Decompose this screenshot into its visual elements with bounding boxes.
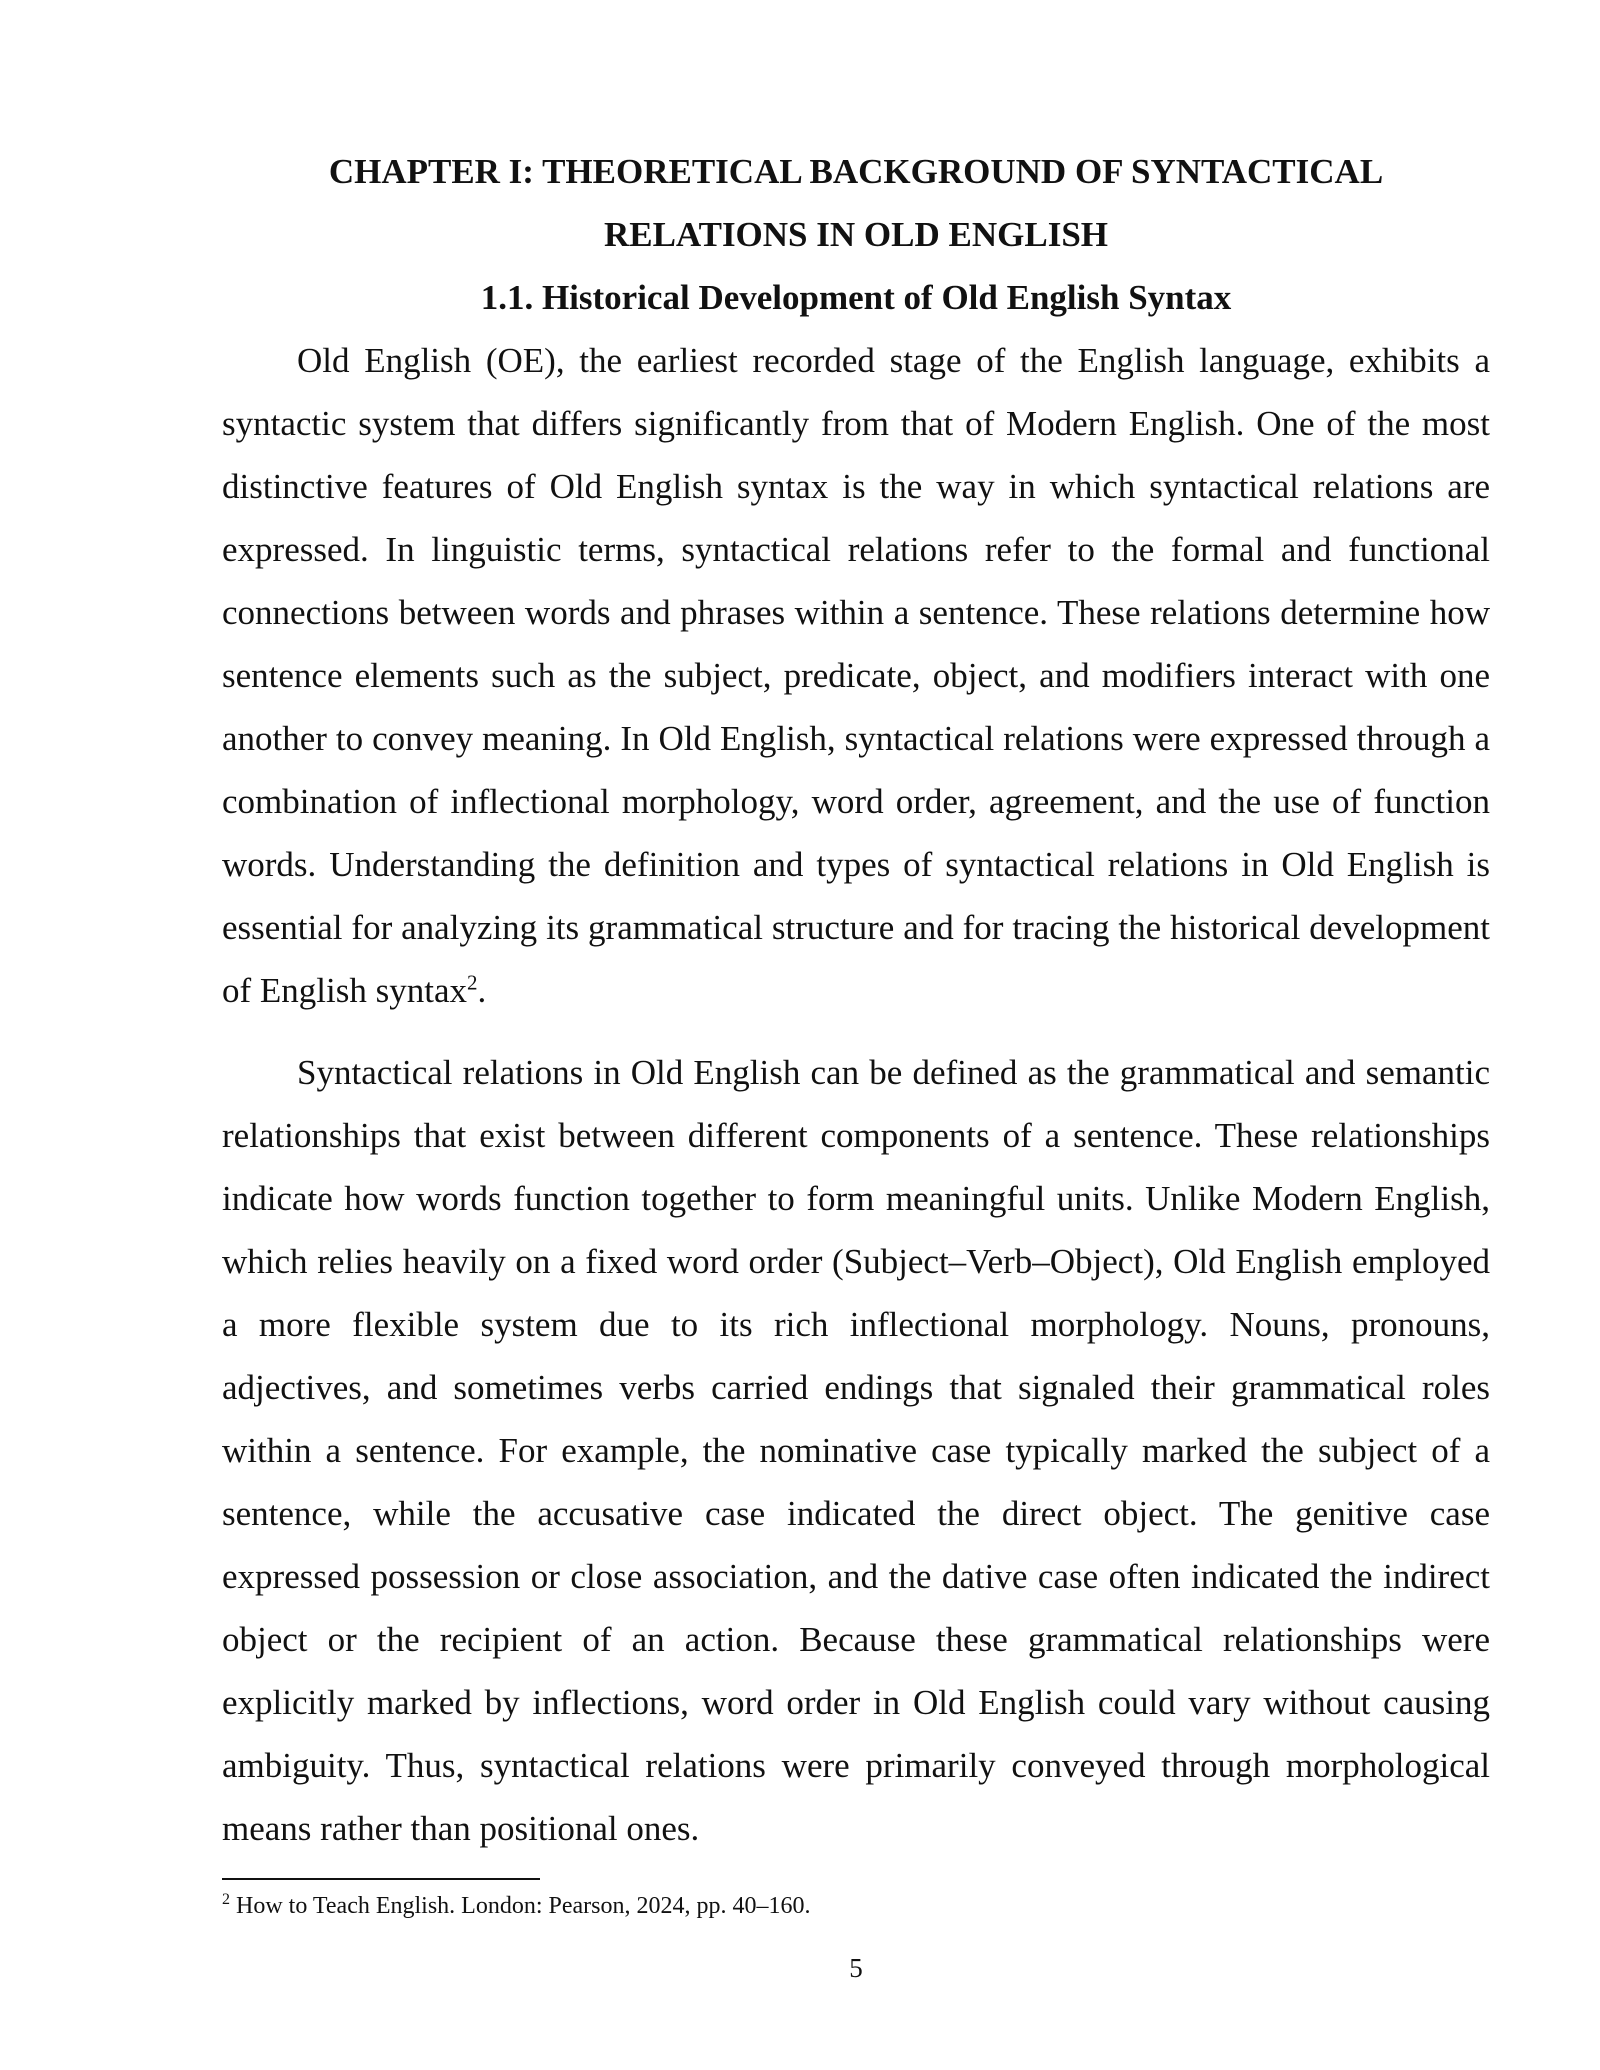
chapter-title-line-2: RELATIONS IN OLD ENGLISH — [603, 215, 1109, 254]
page-number: 5 — [849, 1953, 863, 1983]
paragraph-1-end: . — [477, 971, 487, 1010]
footnote-marker: 2 — [222, 1891, 230, 1908]
body-text — [222, 329, 1490, 1860]
footnote-reference: 2 — [466, 970, 478, 995]
chapter-title-line-1: CHAPTER I: THEORETICAL BACKGROUND OF SYNTACTICAL — [328, 152, 1384, 191]
footnote-text: How to Teach English. London: Pearson, 2024, pp. 40–160. — [230, 1893, 811, 1919]
paragraph-1 — [222, 329, 1490, 1022]
footnote — [222, 1890, 1490, 1922]
chapter-title — [222, 140, 1490, 266]
section-title: 1.1. Historical Development of Old English Syntax — [480, 278, 1232, 317]
footnote-divider — [222, 1878, 540, 1880]
paragraph-1-text: Old English (OE), the earliest recorded stage of the English language, exhibits a syntactic system that differs significantly from that of Modern English. One of the most distinctive features of Old English syntax is the way in which syntactical relations are expressed. In linguistic terms, syntactical relations refer to the formal and functional connections between words and phrases within a sentence. These relations determine how sentence elements such as the subject, predicate, object, and modifiers interact with one another to convey meaning. In Old English, syntactical relations were expressed through a combination of inflectional morphology, word order, agreement, and the use of function words. Understanding the definition and types of syntactical relations in Old English is essential for analyzing its grammatical structure and for tracing the historical development of English syntax — [222, 341, 1490, 1010]
paragraph-2: Syntactical relations in Old English can be defined as the grammatical and semantic relationships that exist between different components of a sentence. These relationships indicate how words function together to form meaningful units. Unlike Modern English, which relies heavily on a fixed word order (Subject–Verb–Object), Old English employed a more flexible system due to its rich inflectional morphology. Nouns, pronouns, adjectives, and sometimes verbs carried endings that signaled their grammatical roles within a sentence. For example, the nominative case typically marked the subject of a sentence, while the accusative case indicated the direct object. The genitive case expressed possession or close association, and the dative case often indicated the indirect object or the recipient of an action. Because these grammatical relationships were explicitly marked by inflections, word order in Old English could vary without causing ambiguity. Thus, syntactical relations were primarily conveyed through morphological means rather than positional ones. — [222, 1053, 1490, 1848]
